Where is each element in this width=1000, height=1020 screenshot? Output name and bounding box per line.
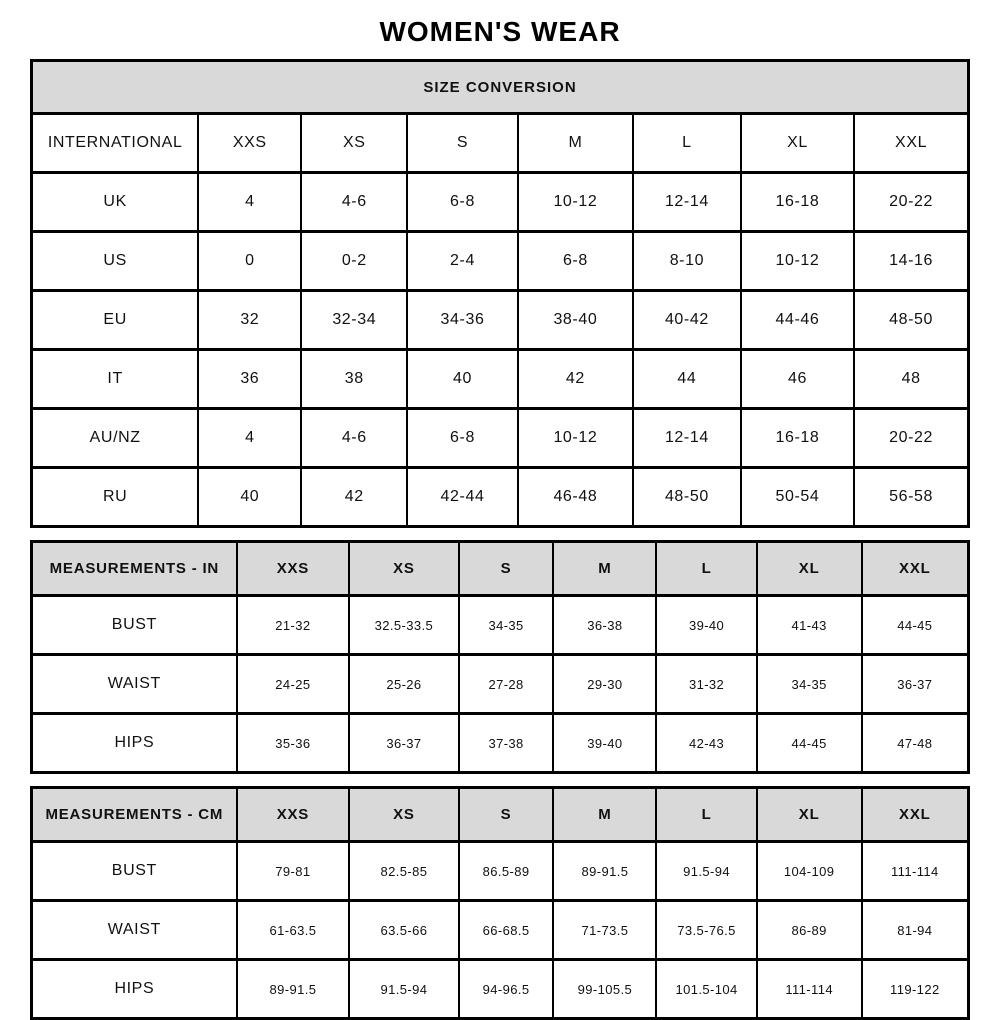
row-label-cell: AU/NZ [32,409,199,468]
table-row [32,232,969,291]
size-header-cell: L [656,788,756,842]
value-cell: 10-12 [518,173,633,232]
value-cell: 63.5-66 [349,901,459,960]
value-cell: 12-14 [633,173,741,232]
value-cell: 42-44 [407,468,518,527]
size-header-cell: S [459,542,554,596]
size-header-cell: M [553,788,656,842]
value-cell: 20-22 [854,173,968,232]
value-cell: 36 [198,350,301,409]
value-cell: 39-40 [656,596,756,655]
size-conversion-table [30,59,970,528]
value-cell: 4 [198,173,301,232]
value-cell: 38-40 [518,291,633,350]
value-cell: 71-73.5 [553,901,656,960]
value-cell: 36-38 [553,596,656,655]
row-label-cell: WAIST [32,655,237,714]
value-cell: L [633,114,741,173]
value-cell: 2-4 [407,232,518,291]
value-cell: 44-46 [741,291,854,350]
value-cell: XL [741,114,854,173]
value-cell: 24-25 [237,655,349,714]
table-row [32,901,969,960]
header-label-cell: MEASUREMENTS - IN [32,542,237,596]
value-cell: 12-14 [633,409,741,468]
table-row [32,842,969,901]
row-label-cell: BUST [32,842,237,901]
value-cell: 39-40 [553,714,656,773]
value-cell: 81-94 [862,901,969,960]
value-cell: 91.5-94 [656,842,756,901]
value-cell: 36-37 [862,655,969,714]
value-cell: 37-38 [459,714,554,773]
size-header-cell: XS [349,788,459,842]
row-label-cell: IT [32,350,199,409]
table-row [32,114,969,173]
value-cell: 119-122 [862,960,969,1019]
value-cell: 42 [518,350,633,409]
value-cell: 99-105.5 [553,960,656,1019]
value-cell: 40 [407,350,518,409]
size-header-cell: XL [757,788,862,842]
value-cell: 91.5-94 [349,960,459,1019]
value-cell: 31-32 [656,655,756,714]
value-cell: 48-50 [854,291,968,350]
size-header-cell: XS [349,542,459,596]
value-cell: 21-32 [237,596,349,655]
value-cell: 111-114 [757,960,862,1019]
value-cell: 32 [198,291,301,350]
value-cell: S [407,114,518,173]
value-cell: 47-48 [862,714,969,773]
table-row [32,596,969,655]
size-header-cell: XXS [237,788,349,842]
value-cell: 16-18 [741,409,854,468]
value-cell: 10-12 [741,232,854,291]
value-cell: 6-8 [518,232,633,291]
value-cell: 89-91.5 [237,960,349,1019]
row-label-cell: UK [32,173,199,232]
value-cell: 50-54 [741,468,854,527]
value-cell: 14-16 [854,232,968,291]
value-cell: 94-96.5 [459,960,554,1019]
size-header-cell: L [656,542,756,596]
row-label-cell: HIPS [32,714,237,773]
size-conversion-table-caption-row [32,61,969,114]
value-cell: 4-6 [301,409,407,468]
value-cell: 44-45 [757,714,862,773]
value-cell: 20-22 [854,409,968,468]
value-cell: 6-8 [407,173,518,232]
value-cell: 34-35 [757,655,862,714]
row-label-cell: EU [32,291,199,350]
value-cell: 36-37 [349,714,459,773]
value-cell: 73.5-76.5 [656,901,756,960]
measurements-cm-table-header-row [32,788,969,842]
value-cell: 104-109 [757,842,862,901]
value-cell: 86.5-89 [459,842,554,901]
size-header-cell: XXL [862,788,969,842]
table-row [32,173,969,232]
value-cell: 8-10 [633,232,741,291]
table-row [32,655,969,714]
row-label-cell: INTERNATIONAL [32,114,199,173]
value-cell: 89-91.5 [553,842,656,901]
page-title: WOMEN'S WEAR [379,16,621,47]
table-row [32,291,969,350]
value-cell: 66-68.5 [459,901,554,960]
value-cell: 0 [198,232,301,291]
header-label-cell: MEASUREMENTS - CM [32,788,237,842]
value-cell: 46 [741,350,854,409]
value-cell: 32-34 [301,291,407,350]
value-cell: 44-45 [862,596,969,655]
value-cell: 29-30 [553,655,656,714]
measurements-in-table [30,540,970,774]
value-cell: 4 [198,409,301,468]
value-cell: 38 [301,350,407,409]
table-row [32,714,969,773]
value-cell: 35-36 [237,714,349,773]
size-header-cell: XXL [862,542,969,596]
value-cell: 61-63.5 [237,901,349,960]
value-cell: 48-50 [633,468,741,527]
value-cell: 6-8 [407,409,518,468]
value-cell: 41-43 [757,596,862,655]
table-row [32,409,969,468]
value-cell: 10-12 [518,409,633,468]
value-cell: 16-18 [741,173,854,232]
value-cell: 42 [301,468,407,527]
value-cell: 34-36 [407,291,518,350]
row-label-cell: WAIST [32,901,237,960]
value-cell: 25-26 [349,655,459,714]
size-header-cell: S [459,788,554,842]
size-header-cell: XL [757,542,862,596]
value-cell: 32.5-33.5 [349,596,459,655]
value-cell: 86-89 [757,901,862,960]
row-label-cell: RU [32,468,199,527]
value-cell: 79-81 [237,842,349,901]
value-cell: 40 [198,468,301,527]
value-cell: 56-58 [854,468,968,527]
table-row [32,350,969,409]
value-cell: M [518,114,633,173]
table-row [32,468,969,527]
value-cell: 46-48 [518,468,633,527]
table-caption: SIZE CONVERSION [32,61,969,114]
value-cell: 0-2 [301,232,407,291]
row-label-cell: US [32,232,199,291]
size-header-cell: XXS [237,542,349,596]
value-cell: 42-43 [656,714,756,773]
value-cell: 34-35 [459,596,554,655]
size-header-cell: M [553,542,656,596]
value-cell: 111-114 [862,842,969,901]
row-label-cell: HIPS [32,960,237,1019]
value-cell: 27-28 [459,655,554,714]
value-cell: 40-42 [633,291,741,350]
measurements-in-table-header-row [32,542,969,596]
table-row [32,960,969,1019]
row-label-cell: BUST [32,596,237,655]
value-cell: 101.5-104 [656,960,756,1019]
value-cell: XS [301,114,407,173]
value-cell: 44 [633,350,741,409]
value-cell: 48 [854,350,968,409]
value-cell: 4-6 [301,173,407,232]
value-cell: XXS [198,114,301,173]
value-cell: XXL [854,114,968,173]
measurements-cm-table [30,786,970,1020]
value-cell: 82.5-85 [349,842,459,901]
